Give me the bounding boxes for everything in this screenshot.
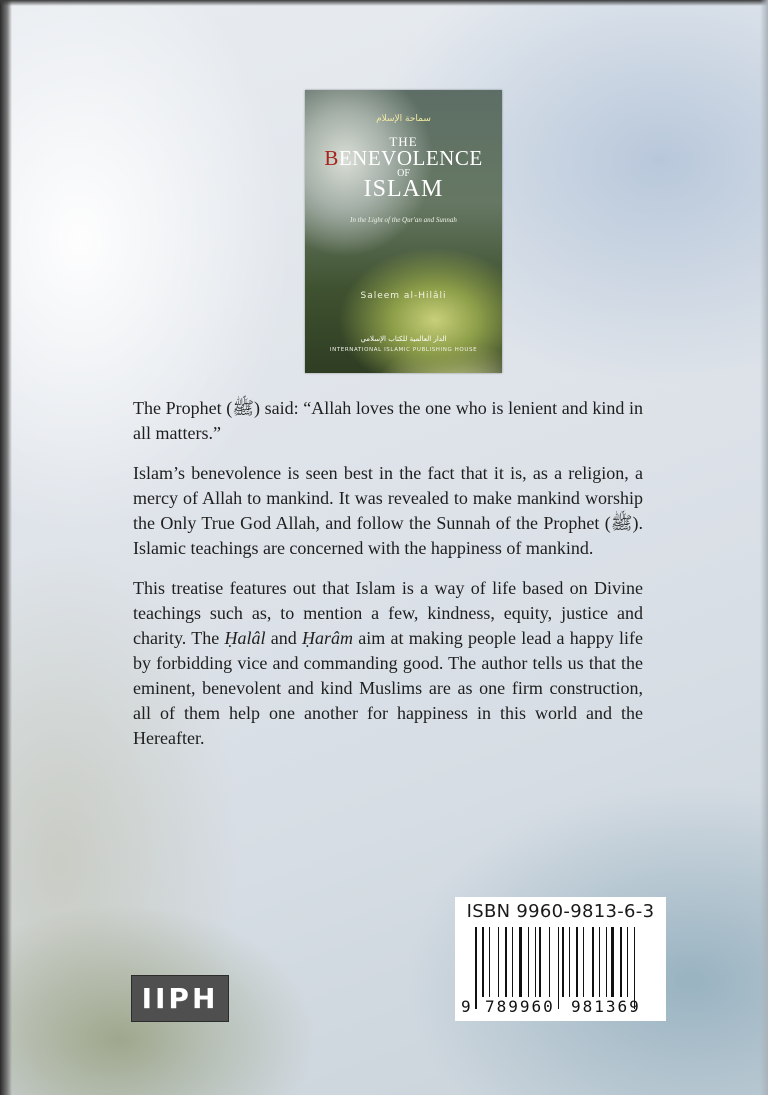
cover-the: THE: [389, 134, 418, 149]
barcode-box: [455, 897, 666, 1021]
barcode-lead-digit: 9: [461, 997, 471, 1016]
cover-arabic-title: سماحة الإسلام: [376, 114, 431, 124]
barcode-left-digits: 789960: [485, 997, 555, 1016]
cover-title-line2: ISLAM: [363, 176, 444, 202]
treatise-text-a: This treatise features out that Islam is a way of life based on Divine teachings such as, to mention a few, kindness, equity, justice and charity. The: [133, 578, 643, 648]
barcode-bar: [611, 927, 614, 997]
treatise-and: and: [265, 628, 303, 648]
barcode-bar: [535, 927, 536, 997]
benevolence-paragraph: Islam’s benevolence is seen best in the fact that it is, as a religion, a mercy of Allah to mankind. It was revealed to make mankind worship the Only True God Allah, and follow the Sunnah of the Prophet (ﷺ). Islamic teachings are concerned with the happiness of mankind.: [133, 463, 643, 558]
barcode-bar: [528, 927, 529, 997]
barcode-bar: [558, 927, 559, 1009]
barcode-bar: [505, 927, 507, 997]
barcode-bar: [475, 927, 477, 1009]
iiph-logo: [131, 975, 229, 1022]
barcode-bar: [498, 927, 499, 997]
barcode-bar: [562, 927, 564, 997]
quote-paragraph: The Prophet (ﷺ) said: “Allah loves the one who is lenient and kind in all matters.”: [133, 398, 643, 443]
cover-title-rest: ENEVOLENCE: [338, 146, 483, 170]
barcode-bar: [482, 927, 484, 997]
barcode-bar: [489, 927, 490, 997]
treatise-paragraph: [133, 576, 643, 751]
barcode-bar: [583, 927, 584, 997]
top-edge: [0, 0, 768, 6]
spine-edge: [0, 0, 12, 1095]
cover-publisher-arabic: الدار العالمية للكتاب الإسلامي: [360, 335, 447, 343]
isbn-label: ISBN 9960-9813-6-3: [466, 901, 655, 922]
barcode-bar: [592, 927, 594, 997]
cover-of: OF: [397, 168, 410, 179]
cover-thumbnail: [305, 90, 502, 373]
barcode-bar: [569, 927, 570, 997]
barcode-bar: [519, 927, 522, 997]
cover-author: Saleem al-Hilâli: [360, 291, 447, 301]
barcode-bar: [576, 927, 578, 997]
barcode-bar: [627, 927, 628, 997]
halal-term: Ḥalâl: [224, 628, 266, 648]
treatise-text-b: aim at making people lead a happy life by forbidding vice and commanding good. The author tells us that the eminent, benevolent and kind Muslims are as one firm construction, all of them help one another for happiness in this world and the Hereafter.: [133, 628, 643, 748]
barcode-bar: [599, 927, 600, 997]
right-edge: [760, 0, 768, 1095]
description-text: [133, 396, 643, 766]
barcode-bars: [475, 927, 657, 997]
cover-subtitle: In the Light of the Qur'an and Sunnah: [350, 216, 457, 224]
cover-title-first-letter: B: [324, 146, 339, 170]
barcode-bar: [512, 927, 513, 997]
barcode-bar: [620, 927, 622, 997]
cover-publisher: INTERNATIONAL ISLAMIC PUBLISHING HOUSE: [329, 347, 478, 353]
barcode-bar: [539, 927, 541, 997]
barcode-bar: [606, 927, 607, 997]
barcode-right-digits: 981369: [571, 997, 641, 1016]
barcode-bar: [549, 927, 550, 997]
haram-term: Ḥarâm: [302, 628, 354, 648]
iiph-logo-text: IIPH: [141, 982, 219, 1015]
